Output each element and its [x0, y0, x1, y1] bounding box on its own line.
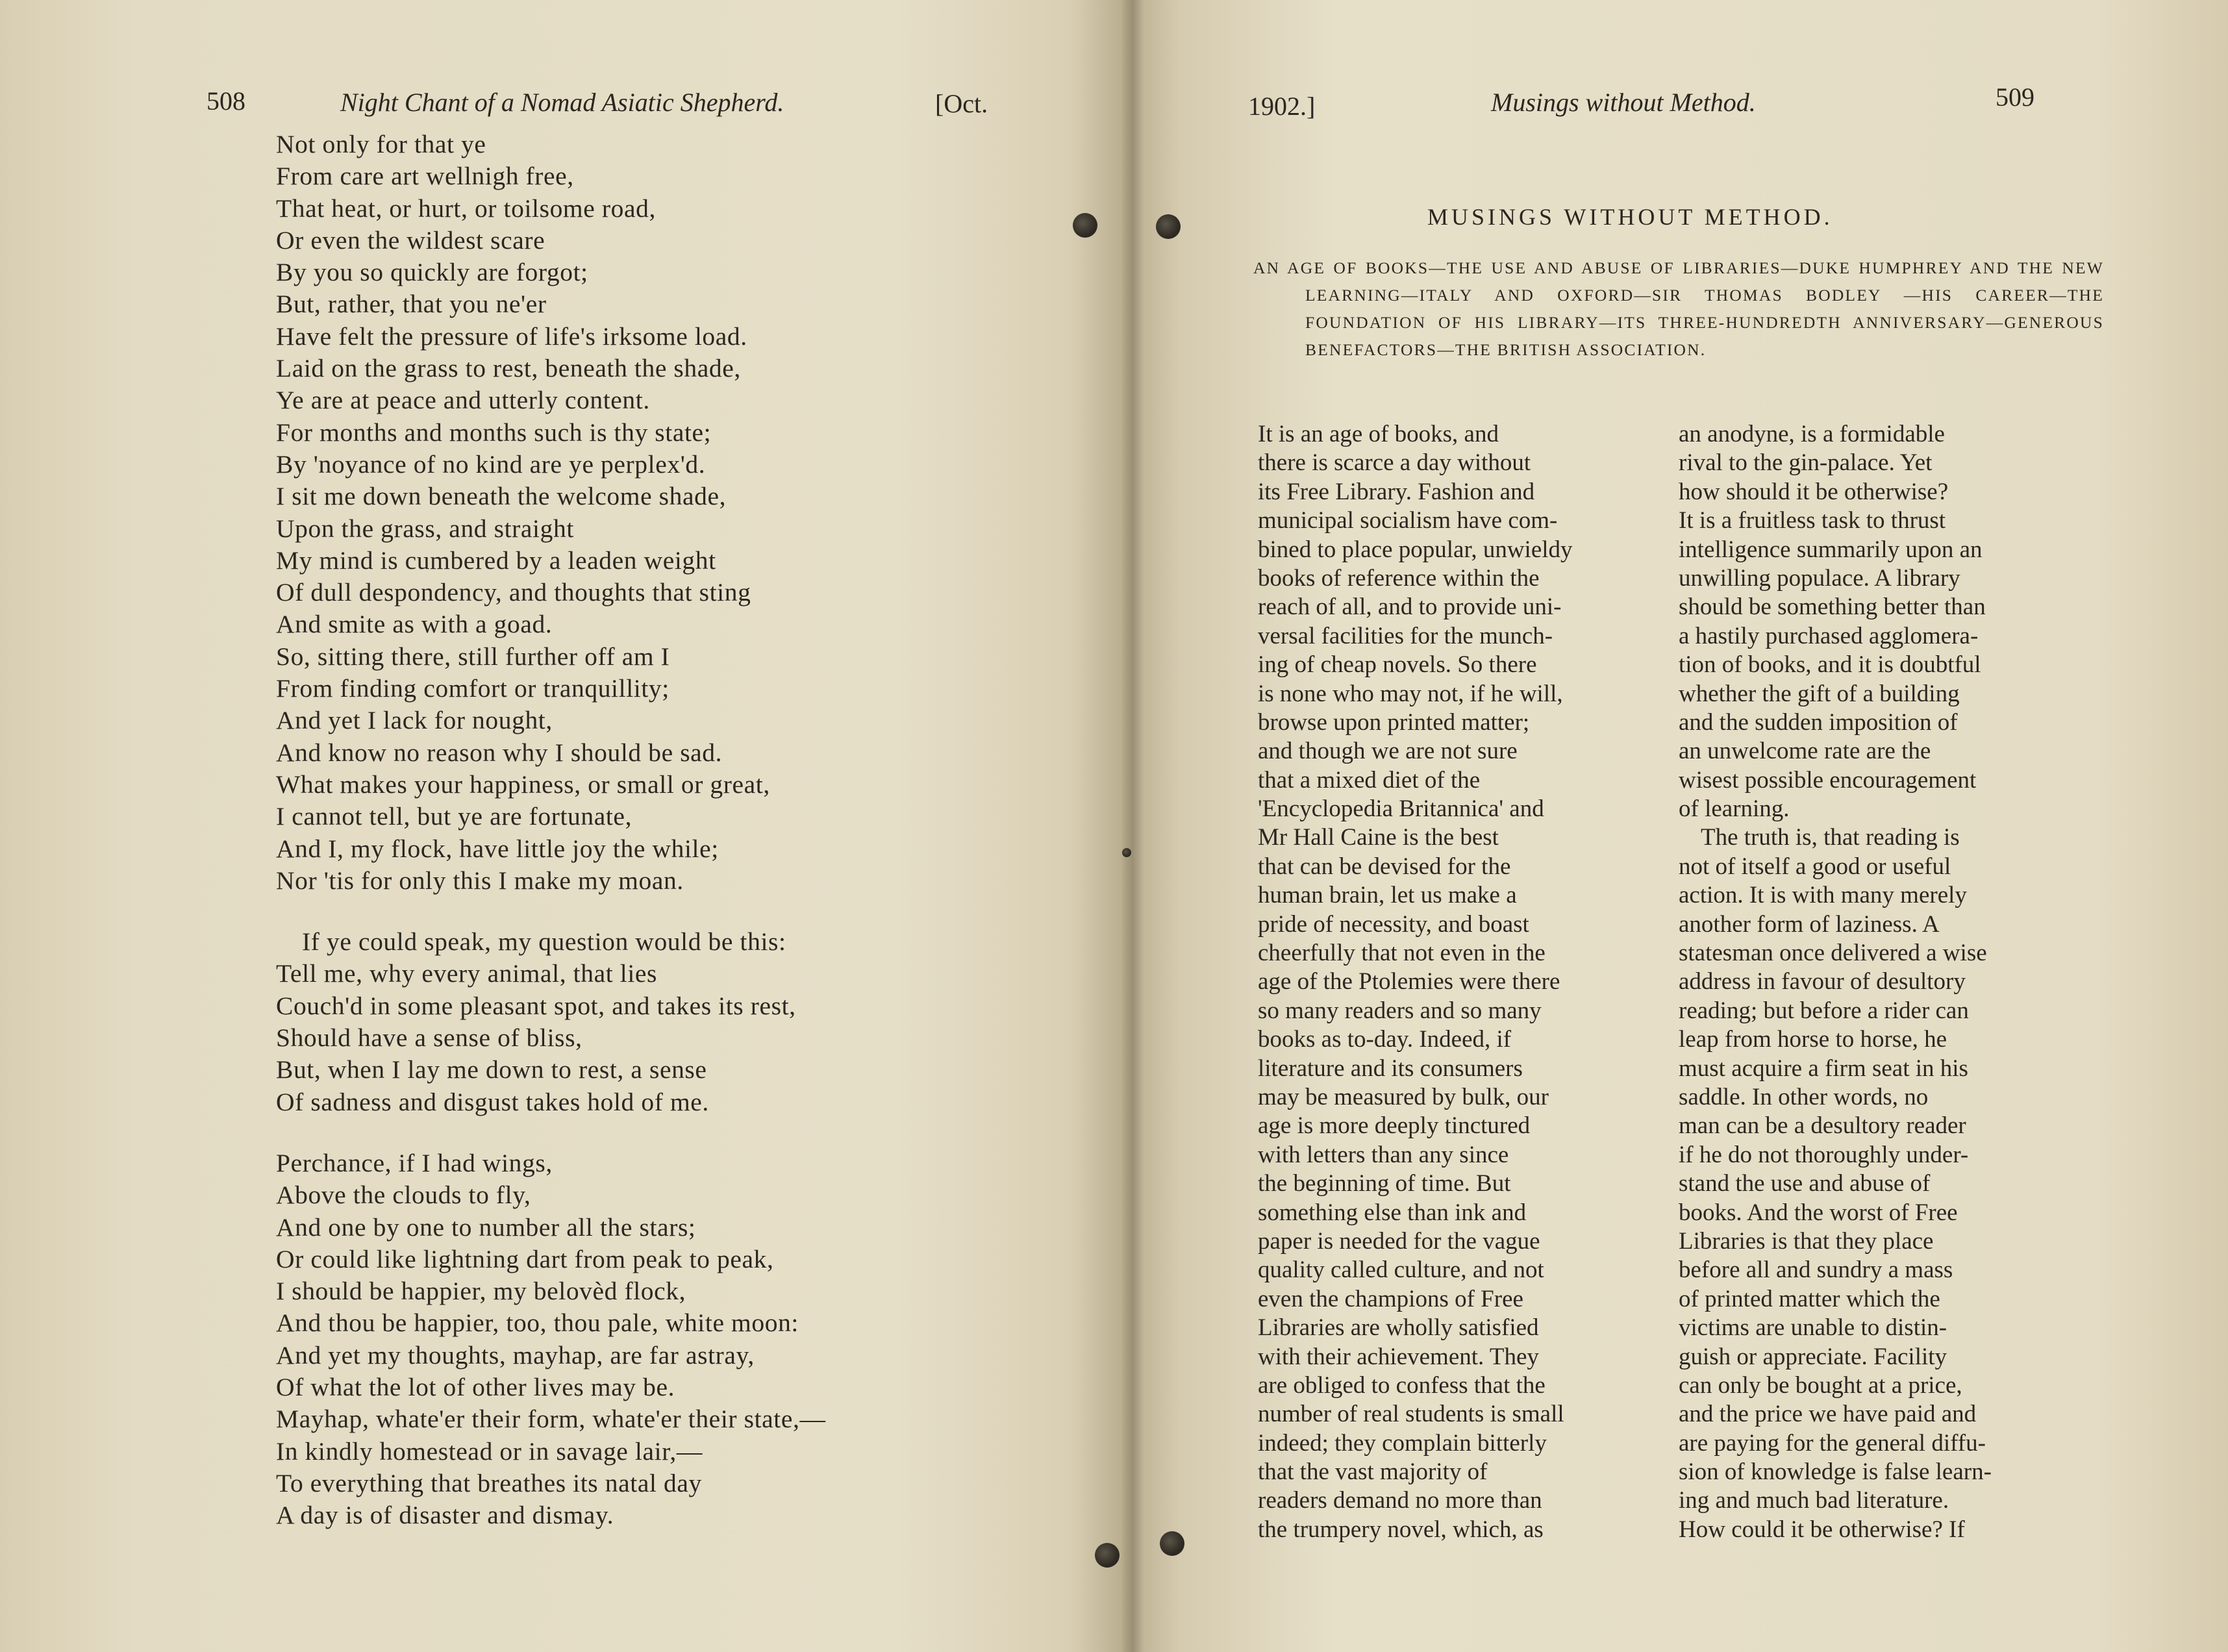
text-line: ing and much bad literature. — [1679, 1487, 1949, 1514]
verse-line: By 'noyance of no kind are ye perplex'd. — [276, 449, 706, 479]
text-line: 'Encyclopedia Britannica' and — [1258, 795, 1544, 823]
text-line: victims are unable to distin- — [1679, 1314, 1947, 1342]
text-line: of printed matter which the — [1679, 1285, 1940, 1312]
text-line: reach of all, and to provide uni- — [1258, 594, 1562, 621]
year-label: 1902.] — [1248, 92, 1316, 121]
verse-line: If ye could speak, my question would be this: — [302, 927, 786, 957]
text-line: even the champions of Free — [1258, 1285, 1523, 1312]
verse-line: Above the clouds to fly, — [276, 1181, 531, 1210]
verse-line: Should have a sense of bliss, — [276, 1023, 582, 1053]
text-line: another form of laziness. A — [1679, 910, 1940, 938]
verse-line: Of what the lot of other lives may be. — [276, 1372, 675, 1401]
verse-line: Perchance, if I had wings, — [276, 1148, 553, 1177]
text-line: stand the use and abuse of — [1679, 1170, 1931, 1197]
text-line: The truth is, that reading is — [1701, 824, 1960, 851]
verse-line: And yet my thoughts, mayhap, are far astray, — [276, 1340, 755, 1370]
page-number: 508 — [207, 86, 245, 116]
text-line: saddle. In other words, no — [1679, 1083, 1929, 1110]
text-line: so many readers and so many — [1258, 997, 1542, 1024]
text-line: reading; but before a rider can — [1679, 997, 1969, 1024]
verse-line: From care art wellnigh free, — [276, 162, 574, 191]
stanza-2 — [276, 926, 826, 1118]
verse-line: Upon the grass, and straight — [276, 514, 574, 543]
text-line: an unwelcome rate are the — [1679, 738, 1931, 765]
text-line: and the sudden imposition of — [1679, 708, 1958, 736]
text-line: books as to-day. Indeed, if — [1258, 1026, 1512, 1053]
text-line: can only be bought at a price, — [1679, 1371, 1962, 1399]
text-line: Libraries is that they place — [1679, 1227, 1934, 1255]
text-line: unwilling populace. A library — [1679, 564, 1960, 592]
text-line: should be something better than — [1679, 594, 1986, 621]
running-head: Musings without Method. — [1491, 88, 1756, 117]
text-line: rival to the gin-palace. Yet — [1679, 449, 1933, 477]
running-head: Night Chant of a Nomad Asiatic Shepherd. — [340, 88, 784, 117]
verse-line: In kindly homestead or in savage lair,— — [276, 1436, 703, 1466]
text-line: It is a fruitless task to thrust — [1679, 507, 1946, 534]
text-line: before all and sundry a mass — [1679, 1257, 1953, 1284]
verse-line: But, rather, that you ne'er — [276, 290, 547, 319]
text-line: may be measured by bulk, our — [1258, 1083, 1549, 1110]
verse-line: Or even the wildest scare — [276, 225, 545, 255]
text-line: quality called culture, and not — [1258, 1257, 1544, 1284]
text-line: number of real students is small — [1258, 1401, 1564, 1428]
text-line: How could it be otherwise? If — [1679, 1516, 1965, 1543]
text-line: statesman once delivered a wise — [1679, 940, 1987, 967]
verse-line: That heat, or hurt, or toilsome road, — [276, 194, 656, 223]
text-line: something else than ink and — [1258, 1199, 1527, 1226]
text-line: that can be devised for the — [1258, 853, 1511, 880]
text-line: bined to place popular, unwieldy — [1258, 536, 1573, 563]
text-line: Mr Hall Caine is the best — [1258, 824, 1499, 851]
verse-line: What makes your happiness, or small or great, — [276, 770, 770, 799]
text-line: and though we are not sure — [1258, 738, 1518, 765]
text-line: is none who may not, if he will, — [1258, 680, 1563, 707]
verse-line: Or could like lightning dart from peak to peak, — [276, 1244, 774, 1273]
text-line: action. It is with many merely — [1679, 882, 1967, 909]
text-line: an anodyne, is a formidable — [1679, 421, 1945, 447]
text-line: there is scarce a day without — [1258, 449, 1531, 477]
text-line: that a mixed diet of the — [1258, 766, 1481, 794]
text-line: leap from horse to horse, he — [1679, 1026, 1947, 1053]
text-line: whether the gift of a building — [1679, 680, 1960, 707]
verse-line: A day is of disaster and dismay. — [276, 1501, 614, 1530]
verse-line: My mind is cumbered by a leaden weight — [276, 545, 716, 575]
poem — [276, 129, 826, 1531]
text-line: versal facilities for the munch- — [1258, 622, 1553, 649]
text-column-1 — [1258, 420, 1573, 1544]
text-line: books of reference within the — [1258, 564, 1540, 592]
text-line: tion of books, and it is doubtful — [1679, 651, 1981, 679]
text-line: are obliged to confess that the — [1258, 1371, 1546, 1399]
text-line: literature and its consumers — [1258, 1055, 1523, 1082]
text-line: its Free Library. Fashion and — [1258, 478, 1535, 505]
verse-line: But, when I lay me down to rest, a sense — [276, 1055, 707, 1084]
binding-stitch — [1122, 848, 1131, 857]
verse-line: Ye are at peace and utterly content. — [276, 386, 650, 415]
verse-line: By you so quickly are forgot; — [276, 258, 588, 287]
text-line: cheerfully that not even in the — [1258, 940, 1546, 967]
verse-line: For months and months such is thy state; — [276, 418, 712, 447]
text-line: books. And the worst of Free — [1679, 1199, 1958, 1226]
verse-line: So, sitting there, still further off am I — [276, 642, 670, 671]
text-line: readers demand no more than — [1258, 1487, 1542, 1514]
verse-line: Of dull despondency, and thoughts that sting — [276, 578, 751, 607]
text-line: municipal socialism have com- — [1258, 507, 1558, 534]
verse-line: And thou be happier, too, thou pale, white moon: — [276, 1308, 799, 1338]
text-line: age of the Ptolemies were there — [1258, 968, 1560, 995]
verse-line: Not only for that ye — [276, 130, 486, 158]
text-line: age is more deeply tinctured — [1258, 1112, 1531, 1140]
stanza-break — [276, 1118, 826, 1147]
verse-line: I should be happier, my belovèd flock, — [276, 1277, 686, 1306]
text-line: the beginning of time. But — [1258, 1170, 1511, 1197]
text-line: how should it be otherwise? — [1679, 478, 1949, 505]
text-line: and the price we have paid and — [1679, 1401, 1977, 1428]
text-line: that the vast majority of — [1258, 1458, 1488, 1486]
month-label: [Oct. — [935, 89, 988, 118]
verse-line: Nor 'tis for only this I make my moan. — [276, 866, 684, 895]
text-line: the trumpery novel, which, as — [1258, 1516, 1544, 1543]
article-synopsis: AN AGE OF BOOKS—THE USE AND ABUSE OF LIBRARIES—DUKE HUMPHREY AND THE NEW LEARNING—ITALY AND OXFORD—SIR THOMAS BODLEY —HIS CAREER—THE FOUNDATION OF HIS LIBRARY—ITS THREE-HUNDREDTH ANNIVERSARY—GENEROUS BENEFACTORS—THE BRITISH ASSOCIATION. — [1253, 258, 2104, 359]
text-line: address in favour of desultory — [1679, 968, 1966, 995]
page-number: 509 — [1996, 82, 2034, 112]
text-line: wisest possible encouragement — [1679, 766, 1977, 794]
text-line: sion of knowledge is false learn- — [1679, 1458, 1992, 1486]
verse-line: And smite as with a goad. — [276, 610, 553, 639]
verse-line: And one by one to number all the stars; — [276, 1212, 696, 1242]
text-line: must acquire a firm seat in his — [1679, 1055, 1968, 1082]
text-line: man can be a desultory reader — [1679, 1112, 1966, 1140]
text-line: indeed; they complain bitterly — [1258, 1429, 1547, 1457]
text-column-2 — [1679, 420, 1992, 1544]
text-line: intelligence summarily upon an — [1679, 536, 1983, 563]
text-line: with letters than any since — [1258, 1141, 1509, 1168]
text-line: with their achievement. They — [1258, 1343, 1539, 1370]
text-line: ing of cheap novels. So there — [1258, 651, 1537, 679]
verse-line: Laid on the grass to rest, beneath the shade, — [276, 354, 741, 383]
text-line: not of itself a good or useful — [1679, 853, 1951, 880]
verse-line: To everything that breathes its natal day — [276, 1468, 702, 1497]
stanza-3 — [276, 1147, 826, 1532]
verse-line: From finding comfort or tranquillity; — [276, 674, 670, 703]
stanza-break — [276, 897, 826, 926]
verse-line: And yet I lack for nought, — [276, 706, 553, 735]
text-line: paper is needed for the vague — [1258, 1227, 1540, 1255]
text-line: of learning. — [1679, 795, 1790, 823]
article-title: MUSINGS WITHOUT METHOD. — [1427, 204, 1833, 230]
verse-line: I cannot tell, but ye are fortunate, — [276, 802, 632, 831]
book-gutter — [1121, 0, 1144, 1652]
verse-line: Of sadness and disgust takes hold of me. — [276, 1087, 709, 1116]
text-line: a hastily purchased agglomera- — [1679, 622, 1979, 649]
text-line: human brain, let us make a — [1258, 882, 1517, 909]
text-line: It is an age of books, and — [1258, 421, 1499, 447]
verse-line: And know no reason why I should be sad. — [276, 738, 723, 767]
text-line: are paying for the general diffu- — [1679, 1429, 1986, 1457]
verse-line: Have felt the pressure of life's irksome load. — [276, 321, 747, 351]
verse-line: I sit me down beneath the welcome shade, — [276, 482, 727, 511]
text-line: guish or appreciate. Facility — [1679, 1343, 1947, 1370]
verse-line: Mayhap, whate'er their form, whate'er their state,— — [276, 1405, 826, 1434]
text-line: if he do not thoroughly under- — [1679, 1141, 1969, 1168]
text-line: pride of necessity, and boast — [1258, 910, 1529, 938]
verse-line: And I, my flock, have little joy the while; — [276, 834, 719, 863]
text-line: Libraries are wholly satisfied — [1258, 1314, 1539, 1342]
text-line: browse upon printed matter; — [1258, 708, 1530, 736]
verse-line: Tell me, why every animal, that lies — [276, 959, 658, 988]
stanza-1 — [276, 129, 826, 897]
verse-line: Couch'd in some pleasant spot, and takes its rest, — [276, 991, 796, 1020]
